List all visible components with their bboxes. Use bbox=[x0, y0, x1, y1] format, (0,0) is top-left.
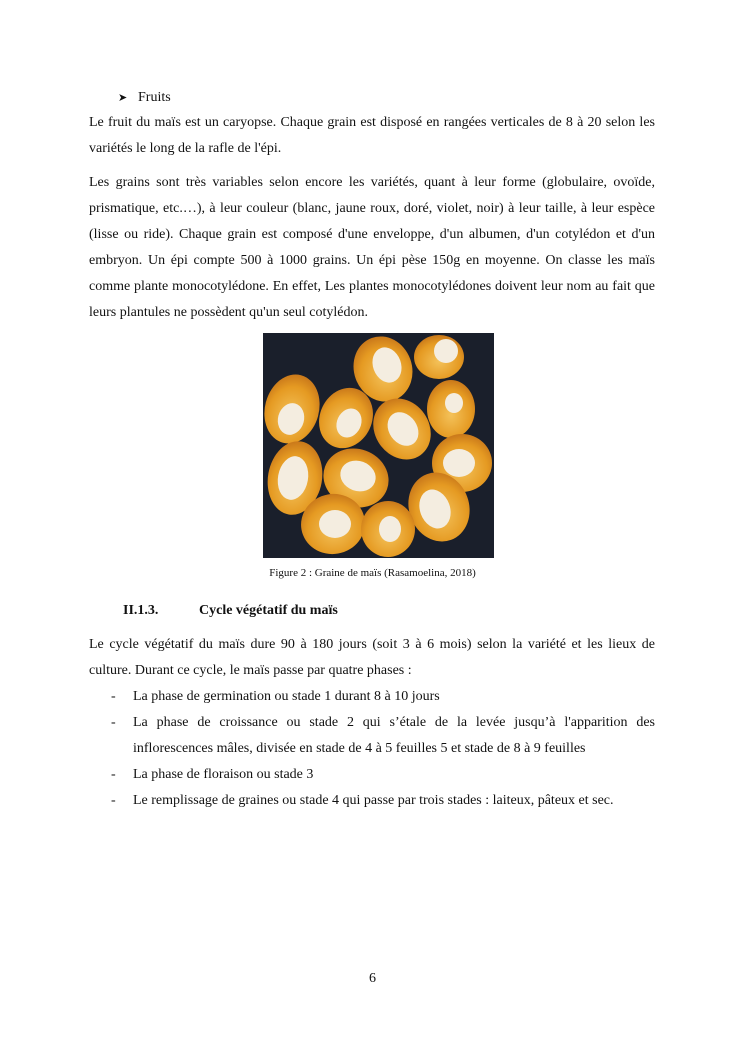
kernel bbox=[414, 335, 464, 379]
list-item bbox=[89, 788, 655, 814]
list-item bbox=[89, 684, 655, 710]
list-marker: - bbox=[111, 793, 116, 808]
list-marker: - bbox=[111, 689, 116, 704]
list-marker: - bbox=[111, 715, 116, 730]
list-item bbox=[89, 762, 655, 788]
phases-list bbox=[89, 684, 655, 814]
list-marker: - bbox=[111, 767, 116, 782]
figure-caption: Figure 2 : Graine de maïs (Rasamoelina, 2018) bbox=[269, 567, 476, 579]
corn-kernels-photo bbox=[263, 333, 494, 558]
list-item bbox=[89, 710, 655, 762]
list-item-text: Le remplissage de graines ou stade 4 qui passe par trois stades : laiteux, pâteux et sec. bbox=[133, 793, 614, 808]
section-number: II.1.3. bbox=[123, 603, 159, 618]
list-item-text: La phase de croissance ou stade 2 qui s’étale de la levée jusqu’à l'apparition des inflorescences mâles, divisée en stade de 4 à 5 feuilles 5 et stade de 8 à 9 feuilles bbox=[133, 715, 655, 756]
arrow-bullet-icon: ➤ bbox=[118, 92, 128, 104]
kernel bbox=[427, 380, 475, 438]
paragraph-cycle-intro: Le cycle végétatif du maïs dure 90 à 180 jours (soit 3 à 6 mois) selon la variété et les lieux de culture. Durant ce cycle, le maïs passe par quatre phases : bbox=[89, 637, 655, 678]
fruits-heading-label: Fruits bbox=[138, 90, 171, 105]
section-title: Cycle végétatif du maïs bbox=[199, 603, 338, 618]
paragraph-fruit-definition: Le fruit du maïs est un caryopse. Chaque grain est disposé en rangées verticales de 8 à 20 selon les variétés le long de la rafle de l'épi. bbox=[89, 115, 655, 156]
list-item-text: La phase de germination ou stade 1 durant 8 à 10 jours bbox=[133, 689, 440, 704]
kernel bbox=[361, 501, 415, 557]
page-number: 6 bbox=[369, 971, 376, 986]
fruits-heading bbox=[118, 88, 171, 108]
paragraph-grain-variability: Les grains sont très variables selon encore les variétés, quant à leur forme (globulaire, ovoïde, prismatique, etc.…), à leur couleur (blanc, jaune roux, doré, violet, noir) à leur taille, à leur espèce (lisse ou ride). Chaque grain est composé d'une enveloppe, d'un albumen, d'un cotylédon et d'un embryon. Un épi compte 500 à 1000 grains. Un épi pèse 150g en moyenne. On classe les maïs comme plante monocotylédone. En effet, Les plantes monocotylédones doivent leur nom au fait que leurs plantules ne possèdent qu'un seul cotylédon. bbox=[89, 175, 655, 320]
list-item-text: La phase de floraison ou stade 3 bbox=[133, 767, 314, 782]
